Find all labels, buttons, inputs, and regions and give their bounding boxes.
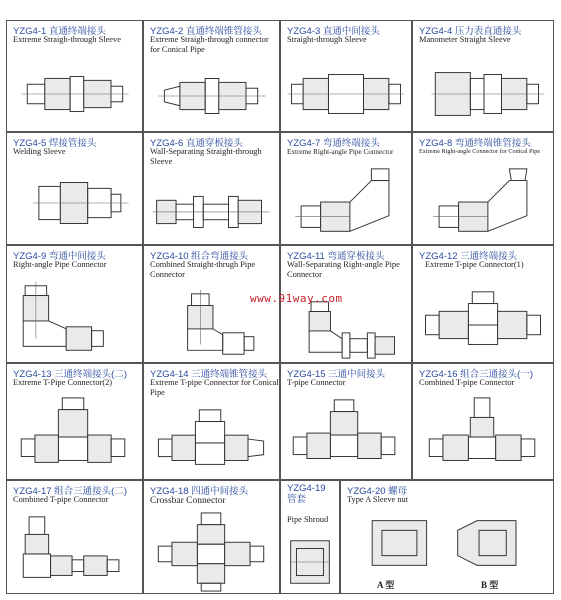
cell-english-name: Manometer Straight Sleeve — [419, 35, 511, 44]
conical-right-angle-connector-drawing — [413, 163, 553, 244]
cell-code: YZG4-12 三通终端接头 — [419, 251, 518, 262]
cell-code: YZG4-11 弯通穿板接头 — [287, 251, 385, 262]
cell-code: YZG4-18 四通中间接头 — [150, 486, 249, 497]
cell-code: YZG4-13 三通终端接头(二) — [13, 369, 128, 380]
crossbar-connector-drawing — [144, 511, 279, 593]
cell-english-name: Pipe Shroud — [287, 515, 329, 524]
welding-sleeve-drawing — [7, 163, 142, 244]
t-pipe-sleeve-drawing — [281, 394, 411, 479]
cell-code: YZG4-1 直通终端接头 — [13, 26, 106, 37]
cell-yzg4-5 — [6, 132, 143, 245]
cell-english-name: Welding Sleeve — [13, 147, 66, 156]
cell-yzg4-1 — [6, 20, 143, 132]
cell-yzg4-14 — [143, 363, 280, 480]
cell-english-name: Wall-Separating Straight-through Sleeve — [150, 147, 262, 166]
cell-english-name: Combined T-pipe Connector — [419, 378, 515, 387]
cell-yzg4-9 — [6, 245, 143, 363]
cell-yzg4-17 — [6, 480, 143, 594]
cell-english-name: Straight-through Sleeve — [287, 35, 367, 44]
manometer-sleeve-drawing — [413, 57, 553, 131]
cell-english-name: Extreme Straigh-through connector for Conical Pipe — [150, 35, 269, 54]
cell-english-name: Extreme Right-angle Pipe Connector — [287, 148, 394, 156]
cell-code: YZG4-10 组合弯通接头 — [150, 251, 249, 262]
wall-separating-sleeve-drawing — [144, 177, 279, 244]
right-angle-pipe-connector-drawing — [7, 276, 142, 362]
cell-code: YZG4-17 组合三通接头(二) — [13, 486, 128, 497]
cell-english-name: Extreme Right-angle Connector for Conical Pipe — [419, 148, 541, 155]
combined-t-pipe-connector-drawing — [413, 394, 553, 479]
cell-code: YZG4-9 弯通中间接头 — [13, 251, 106, 262]
cell-english-name: Crossbar Connector — [150, 496, 226, 506]
cell-code: YZG4-16 组合三通接头(一) — [419, 369, 534, 380]
cell-yzg4-12 — [412, 245, 554, 363]
straight-connector-drawing — [7, 57, 142, 131]
cell-english-name: T-pipe Connector — [287, 378, 346, 387]
cell-english-name: Right-angle Pipe Connector — [13, 260, 107, 269]
conical-t-pipe-connector-drawing — [144, 404, 279, 479]
cell-yzg4-3 — [280, 20, 412, 132]
straight-sleeve-drawing — [281, 57, 411, 131]
pipe-shroud-drawing — [281, 531, 339, 593]
right-angle-connector-drawing — [281, 163, 411, 244]
cell-code: YZG4-6 直通穿板接头 — [150, 138, 243, 149]
wall-separating-right-angle-drawing — [281, 296, 411, 362]
type-b-label: B 型 — [481, 580, 499, 590]
cell-english-name: Combined Straight-thrugh Pipe Connector — [150, 260, 256, 279]
watermark: www.91way.com — [250, 292, 343, 305]
cell-code: YZG4-5 焊接管接头 — [13, 138, 97, 149]
cell-yzg4-6 — [143, 132, 280, 245]
cell-code: YZG4-2 直通终端锥管接头 — [150, 26, 262, 37]
cell-english-name: Extreme T-pipe Connector for Conical Pipe — [150, 378, 279, 397]
cell-english-name: Extreme T-Pipe Connector(2) — [13, 378, 113, 387]
cell-english-name: Wall-Separating Right-angle Pipe Connector — [287, 260, 400, 279]
sleeve-nut-drawings — [341, 509, 553, 577]
cell-code: YZG4-7 弯通终端接头 — [287, 138, 380, 149]
cell-yzg4-13 — [6, 363, 143, 480]
cell-yzg4-15 — [280, 363, 412, 480]
cell-yzg4-4 — [412, 20, 554, 132]
cell-yzg4-7 — [280, 132, 412, 245]
t-pipe-connector-2-drawing — [7, 394, 142, 479]
cell-code: YZG4-8 弯通终端锥管接头 — [419, 138, 531, 149]
t-pipe-connector-drawing — [413, 286, 553, 362]
cell-english-name: Extreme Straigh-through Sleeve — [13, 35, 121, 44]
cell-english-name: Combined T-pipe Connector — [13, 495, 109, 504]
cell-english-name: Type A Sleeve nut — [347, 495, 409, 504]
cell-code: YZG4-4 压力表直通接头 — [419, 26, 522, 37]
cell-code: YZG4-15 三通中间接头 — [287, 369, 386, 380]
cell-code: YZG4-20 螺母 — [347, 486, 408, 497]
cell-yzg4-16 — [412, 363, 554, 480]
cell-english-name: Extreme T-pipe Connector(1) — [425, 260, 524, 269]
conical-straight-connector-drawing — [144, 61, 279, 131]
type-a-label: A 型 — [377, 580, 395, 590]
cell-yzg4-2 — [143, 20, 280, 132]
cell-yzg4-18 — [143, 480, 280, 594]
combined-t-pipe-connector-2-drawing — [7, 511, 142, 593]
cell-yzg4-20 — [340, 480, 554, 594]
cell-code: YZG4-3 直通中间接头 — [287, 26, 380, 37]
cell-yzg4-8 — [412, 132, 554, 245]
cell-code: YZG4-19 管套 — [287, 483, 326, 505]
cell-code: YZG4-14 三通终端锥管接头 — [150, 369, 268, 380]
cell-yzg4-19 — [280, 480, 340, 594]
